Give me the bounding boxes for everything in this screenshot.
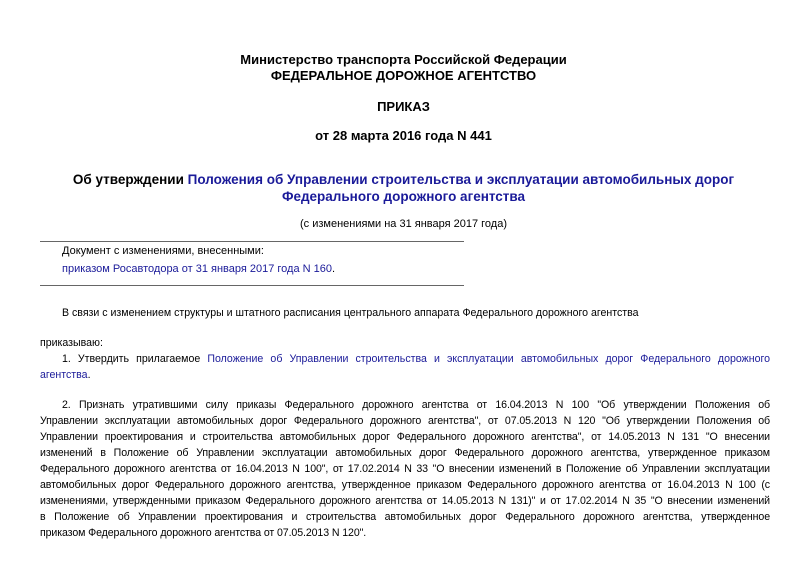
- ministry-name: Министерство транспорта Российской Федерации: [240, 52, 567, 67]
- title-link-line2[interactable]: Федерального дорожного агентства: [281, 189, 526, 204]
- document-title: [0, 171, 807, 188]
- item-2-line: 2. Признать утратившими силу приказы Федерального дорожного агентства от 16.04.2013 N 100 "Об утверждении Положения об: [62, 399, 770, 411]
- item-1-link[interactable]: Положение об Управлении строительства и эксплуатации автомобильных дорог Федерального дорожного: [207, 353, 770, 365]
- amendments-intro: Документ с изменениями, внесенными:: [62, 245, 264, 257]
- item-2-line: изменений в Положение об Управлении эксплуатации автомобильных дорог Федерального дорожного агентства, утвержденное приказом: [40, 447, 770, 459]
- agency-name: ФЕДЕРАЛЬНОЕ ДОРОЖНОЕ АГЕНТСТВО: [270, 68, 537, 83]
- item-2: [40, 397, 770, 541]
- item-1-line2: [40, 367, 770, 383]
- title-prefix: Об утверждении: [72, 172, 188, 187]
- item-2-line: приказом Федерального дорожного агентства от 07.05.2013 N 120".: [40, 527, 367, 539]
- document-type: ПРИКАЗ: [377, 99, 430, 114]
- item-2-line: Управлении проектирования и строительства автомобильных дорог Федерального дорожного агентства", от 14.05.2013 N 131 "О внесении: [40, 431, 770, 443]
- title-link-line1[interactable]: Положения об Управлении строительства и эксплуатации автомобильных дорог: [187, 172, 735, 187]
- revision-note: (с изменениями на 31 января 2017 года): [299, 218, 507, 230]
- item-2-line: в Положение об Управлении проектирования и строительства автомобильных дорог Федерального дорожного агентства, утвержденное: [40, 511, 770, 523]
- item-1-link-cont[interactable]: агентства: [40, 369, 88, 381]
- amendments-top-divider: [40, 241, 464, 242]
- document-date: от 28 марта 2016 года N 441: [315, 128, 492, 143]
- item-2-line: автомобильных дорог Федерального дорожного агентства, утвержденное приказом Федерального дорожного агентства от 16.04.2013 N 100 (с: [40, 479, 770, 491]
- amendments-bottom-divider: [40, 285, 464, 286]
- amendment-link-suffix: .: [332, 263, 336, 275]
- document-title-line2: [0, 188, 807, 205]
- item-2-line: изменениями, утвержденными приказом Федерального дорожного агентства от 14.05.2013 N 131)" и от 17.02.2014 N 35 "О внесении изменений: [40, 495, 770, 507]
- item-1-prefix: 1. Утвердить прилагаемое: [62, 353, 208, 365]
- item-1-suffix: .: [87, 369, 91, 381]
- order-word: приказываю:: [40, 337, 103, 349]
- item-1-line1: [40, 351, 770, 367]
- preamble: В связи с изменением структуры и штатного расписания центрального аппарата Федерального дорожного агентства: [62, 307, 639, 319]
- item-2-line: Федерального дорожного агентства от 16.04.2013 N 100", от 17.02.2014 N 33 "О внесении изменений в Положение об Управлении эксплуатации: [40, 463, 770, 475]
- item-2-line: Управлении эксплуатации автомобильных дорог Федерального дорожного агентства", от 07.05.2013 N 120 "Об утверждении Положения об: [40, 415, 770, 427]
- amendments-entry: [62, 263, 335, 275]
- item-1: [40, 351, 770, 383]
- amendment-link[interactable]: приказом Росавтодора от 31 января 2017 года N 160: [62, 263, 332, 275]
